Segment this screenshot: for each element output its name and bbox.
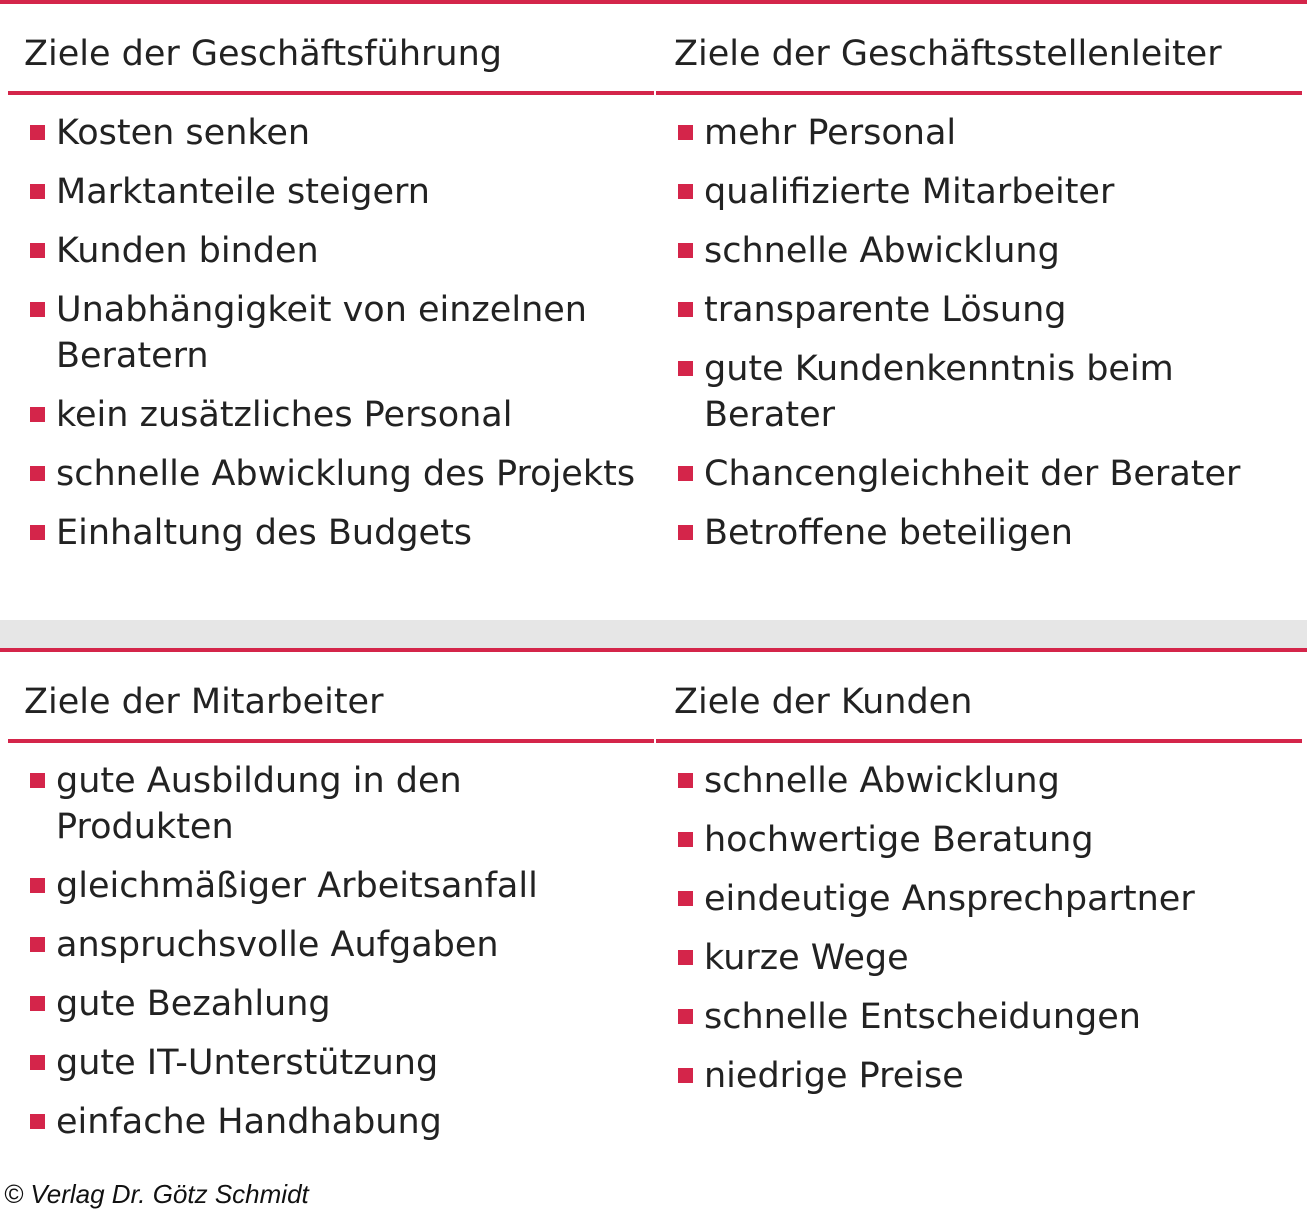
list-item-text: Kunden binden [56,231,319,271]
list-item-text: mehr Personal [704,113,957,153]
bullet-square-icon [678,773,693,788]
bullet-square-icon [30,125,45,140]
list-item [30,287,640,379]
bullet-square-icon [678,1009,693,1024]
list-item [30,169,640,215]
bullet-square-icon [678,1068,693,1083]
list-item [30,510,640,556]
quadrant-mitarbeiter [8,648,654,1170]
heading-rule [8,91,654,95]
list-item-text: gute IT-Unterstützung [56,1043,439,1083]
bottom-panel [0,648,1307,1170]
bullet-square-icon [30,243,45,258]
list-item-text: schnelle Abwicklung des Projekts [56,454,636,494]
bullet-square-icon [678,243,693,258]
list-item-text: schnelle Abwicklung [704,761,1060,801]
list-item [678,169,1288,215]
quadrant-title: Ziele der Geschäftsführung [24,34,502,74]
list-item [678,451,1288,497]
list-item-text: einfache Handhabung [56,1102,442,1142]
bullet-square-icon [30,1055,45,1070]
list-item-text: hochwertige Beratung [704,820,1094,860]
bullet-square-icon [678,184,693,199]
list-item [30,110,640,156]
list-item [30,922,640,968]
bullet-square-icon [30,184,45,199]
heading-rule [656,739,1302,743]
bullet-square-icon [30,407,45,422]
quadrant-geschaeftsfuehrung [8,0,654,620]
bullet-square-icon [678,361,693,376]
quadrant-title: Ziele der Kunden [674,682,973,722]
list-item [678,935,1288,981]
list-item-text: schnelle Abwicklung [704,231,1060,271]
list-item [678,228,1288,274]
list-item-text: transparente Lösung [704,290,1067,330]
list-item [678,287,1288,333]
bullet-square-icon [30,466,45,481]
list-item [30,758,640,850]
list-item [678,346,1288,438]
heading-rule [656,91,1302,95]
bullet-square-icon [678,302,693,317]
list-item-text: gleichmäßiger Arbeitsanfall [56,866,538,906]
list-item-text: eindeutige Ansprechpartner [704,879,1195,919]
list-item [30,451,640,497]
heading-rule [8,739,654,743]
bullet-square-icon [678,950,693,965]
list-item [30,1099,640,1145]
list-item-text: Unabhängigkeit von einzelnen Beratern [56,290,587,376]
bullet-square-icon [30,302,45,317]
quadrant-kunden [656,648,1302,1170]
list-item [678,817,1288,863]
list-item-text: Betroffene beteiligen [704,513,1073,553]
quadrant-title: Ziele der Mitarbeiter [24,682,384,722]
list-item [30,981,640,1027]
bullet-square-icon [30,525,45,540]
quadrant-geschaeftsstellenleiter [656,0,1302,620]
list-item [678,510,1288,556]
list-item-text: schnelle Entscheidungen [704,997,1141,1037]
list-item-text: Chancengleichheit der Berater [704,454,1241,494]
list-item-text: niedrige Preise [704,1056,964,1096]
quadrant-title: Ziele der Geschäftsstellenleiter [674,34,1222,74]
goal-list [678,110,1288,569]
list-item [678,876,1288,922]
bullet-square-icon [678,466,693,481]
list-item [30,863,640,909]
bullet-square-icon [678,891,693,906]
list-item [678,110,1288,156]
list-item-text: qualifizierte Mitarbeiter [704,172,1115,212]
list-item-text: Einhaltung des Budgets [56,513,473,553]
list-item-text: kein zusätzliches Personal [56,395,513,435]
bullet-square-icon [30,1114,45,1129]
bullet-square-icon [30,773,45,788]
list-item [30,228,640,274]
list-item-text: Marktanteile steigern [56,172,430,212]
bullet-square-icon [678,525,693,540]
goal-list [30,758,640,1158]
list-item-text: kurze Wege [704,938,909,978]
list-item [678,758,1288,804]
bullet-square-icon [678,832,693,847]
list-item-text: gute Ausbildung in den Produkten [56,761,462,847]
panel-separator [0,620,1307,648]
list-item [678,994,1288,1040]
list-item-text: anspruchsvolle Aufgaben [56,925,499,965]
bullet-square-icon [30,996,45,1011]
list-item-text: Kosten senken [56,113,311,153]
bullet-square-icon [30,937,45,952]
bullet-square-icon [30,878,45,893]
list-item-text: gute Kundenkenntnis beim Berater [704,349,1174,435]
goal-list [30,110,640,569]
list-item-text: gute Bezahlung [56,984,331,1024]
list-item [678,1053,1288,1099]
bullet-square-icon [678,125,693,140]
goal-list [678,758,1288,1112]
list-item [30,392,640,438]
copyright-notice: © Verlag Dr. Götz Schmidt [4,1179,309,1209]
list-item [30,1040,640,1086]
